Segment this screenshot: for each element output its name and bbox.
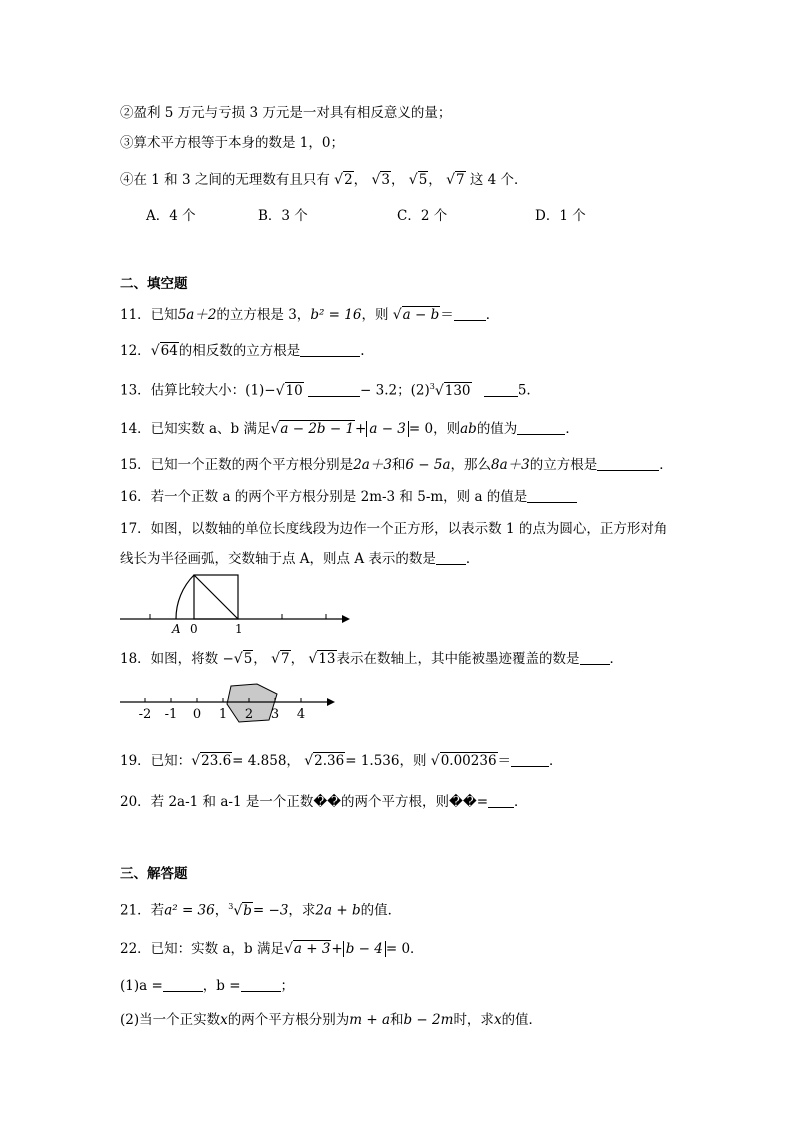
radius-arc — [176, 575, 194, 619]
answer-blank[interactable] — [484, 382, 518, 397]
answer-blank[interactable] — [517, 420, 565, 435]
answer-blank[interactable] — [511, 752, 549, 767]
option-b: B．3 个 — [258, 208, 308, 224]
tick-label: 1 — [218, 707, 228, 722]
option-d: D．1 个 — [535, 208, 586, 224]
question-22-part-2: (2)当一个正实数x的两个平方根分别为m + a和b − 2m时，求x的值． — [120, 1012, 543, 1028]
question-22: 22．已知：实数 a，b 满足√a + 3+ b − 4 = 0． — [120, 941, 424, 957]
question-20: 20．若 2a-1 和 a-1 是一个正数��的两个平方根，则��= ． — [120, 794, 528, 810]
q17-number-line-figure — [110, 565, 370, 640]
option-c: C．2 个 — [397, 208, 448, 224]
axis-arrow — [342, 615, 350, 623]
answer-blank[interactable] — [163, 977, 203, 992]
answer-blank[interactable] — [300, 342, 360, 357]
one-label: 1 — [235, 622, 243, 636]
question-17-line-2: 线长为半径画弧，交数轴于点 A，则点 A 表示的数是 ． — [120, 551, 480, 567]
tick-label: -1 — [164, 707, 178, 722]
tick-label: 0 — [192, 707, 202, 722]
statement-3: ③算术平方根等于本身的数是 1，0； — [120, 135, 344, 151]
tick-label: -2 — [138, 707, 152, 722]
sqrt-5: √5 — [408, 172, 428, 188]
question-14: 14．已知实数 a、b 满足√a − 2b − 1+ a − 3 = 0，则ab的值为 ． — [120, 421, 579, 437]
question-17-line-1: 17．如图，以数轴的单位长度线段为边作一个正方形，以表示数 1 的点为圆心，正方形对角 — [120, 521, 668, 537]
section-heading-solve: 三、解答题 — [120, 866, 188, 882]
sqrt-2: √2 — [334, 172, 353, 188]
q18-number-line-figure — [115, 680, 345, 725]
tick-label: 2 — [244, 707, 254, 722]
statement-2: ②盈利 5 万元与亏损 3 万元是一对具有相反意义的量； — [120, 105, 452, 121]
answer-blank[interactable] — [241, 977, 281, 992]
answer-blank[interactable] — [308, 382, 360, 397]
answer-blank[interactable] — [488, 793, 514, 808]
tick-label: 4 — [296, 707, 306, 722]
question-19: 19．已知：√23.6= 4.858， √2.36= 1.536，则 √0.00236＝ ． — [120, 753, 563, 769]
question-13: 13．估算比较大小：(1)−√10 − 3.2；$(2)^3√130$ 5. — [120, 382, 531, 399]
question-22-part-1: (1)a = ，b = ； — [120, 978, 295, 994]
question-15: 15．已知一个正数的两个平方根分别是2a＋3和6 − 5a，那么8a＋3的立方根是 ． — [120, 457, 673, 473]
tick-label: 3 — [270, 707, 280, 722]
option-a: A．4 个 — [146, 208, 196, 224]
question-16: 16．若一个正数 a 的两个平方根分别是 2m-3 和 5-m，则 a 的值是 — [120, 487, 577, 507]
question-18: 18．如图，将数 −√5， √7， √13表示在数轴上，其中能被墨迹覆盖的数是 ． — [120, 651, 624, 667]
sqrt-7: √7 — [446, 172, 465, 188]
answer-blank[interactable] — [580, 650, 610, 665]
answer-blank[interactable] — [597, 456, 659, 471]
answer-blank[interactable] — [436, 550, 466, 565]
sqrt-3: √3 — [371, 172, 390, 188]
section-heading-fill-in: 二、填空题 — [120, 276, 188, 292]
question-12: 12．√64的相反数的立方根是 . — [120, 343, 365, 359]
zero-label: 0 — [190, 622, 198, 636]
answer-blank[interactable] — [454, 306, 486, 321]
axis-arrow — [327, 698, 335, 706]
square-diagonal — [194, 575, 238, 619]
answer-blank[interactable] — [527, 488, 577, 503]
point-a-label: A — [172, 622, 181, 636]
question-11: 11．已知5a＋2的立方根是 3，b² = 16，则 √a − b＝ ． — [120, 307, 500, 323]
question-21: 21．若a² = 36，$^3$√b= −3，求2a + b的值． — [120, 902, 402, 919]
statement-4: ④在 1 和 3 之间的无理数有且只有 √2， √3， √5， √7 这 4 个． — [120, 172, 528, 188]
